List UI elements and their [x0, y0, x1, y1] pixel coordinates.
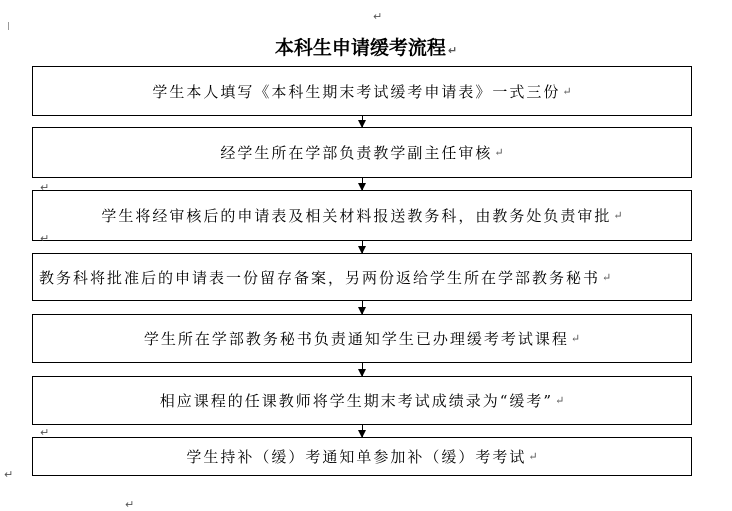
flow-step-3-text: 学生将经审核后的申请表及相关材料报送教务科，由教务处负责审批 — [101, 207, 612, 225]
flow-step-2 — [32, 127, 692, 178]
paragraph-mark: ↵ — [494, 146, 504, 159]
paragraph-mark: ↵ — [447, 44, 458, 57]
flow-arrow-4 — [362, 301, 363, 314]
page-title — [0, 33, 732, 60]
paragraph-mark: ↵ — [570, 332, 581, 345]
flow-arrow-5 — [362, 363, 363, 376]
flow-step-1 — [32, 66, 692, 116]
paragraph-mark: ↵ — [40, 426, 50, 439]
paragraph-mark: ↵ — [373, 10, 383, 23]
paragraph-mark: ↵ — [40, 181, 50, 194]
crop-mark-top-left — [2, 22, 9, 30]
paragraph-mark: ↵ — [4, 468, 14, 481]
flow-arrow-6 — [362, 425, 363, 437]
paragraph-mark: ↵ — [562, 84, 572, 98]
flow-step-4-text: 教务科将批准后的申请表一份留存备案，另两份返给学生所在学部教务秘书 — [39, 268, 601, 287]
page-title-text: 本科生申请缓考流程 — [274, 37, 446, 59]
paragraph-mark: ↵ — [602, 270, 612, 284]
flow-step-5 — [32, 314, 692, 363]
flow-step-6-text: 相应课程的任课教师将学生期末考试成绩录为“缓考” — [159, 392, 554, 410]
flow-step-1-text: 学生本人填写《本科生期末考试缓考申请表》一式三份 — [152, 82, 561, 101]
flow-arrow-3 — [362, 241, 363, 253]
flow-arrow-1 — [362, 116, 363, 127]
paragraph-mark: ↵ — [555, 394, 565, 407]
flow-step-2-text: 经学生所在学部负责教学副主任审核 — [220, 144, 493, 162]
paragraph-mark: ↵ — [528, 450, 538, 463]
paragraph-mark: ↵ — [40, 232, 50, 245]
flow-step-3 — [32, 190, 692, 241]
flow-step-7-text: 学生持补（缓）考通知单参加补（缓）考考试 — [186, 448, 527, 466]
paragraph-mark: ↵ — [125, 498, 135, 511]
flow-step-6 — [32, 376, 692, 425]
flow-step-4 — [32, 253, 692, 301]
flow-step-7 — [32, 437, 692, 476]
paragraph-mark: ↵ — [613, 209, 623, 222]
flow-arrow-2 — [362, 178, 363, 190]
flow-step-5-text: 学生所在学部教务秘书负责通知学生已办理缓考考试课程 — [143, 330, 569, 348]
